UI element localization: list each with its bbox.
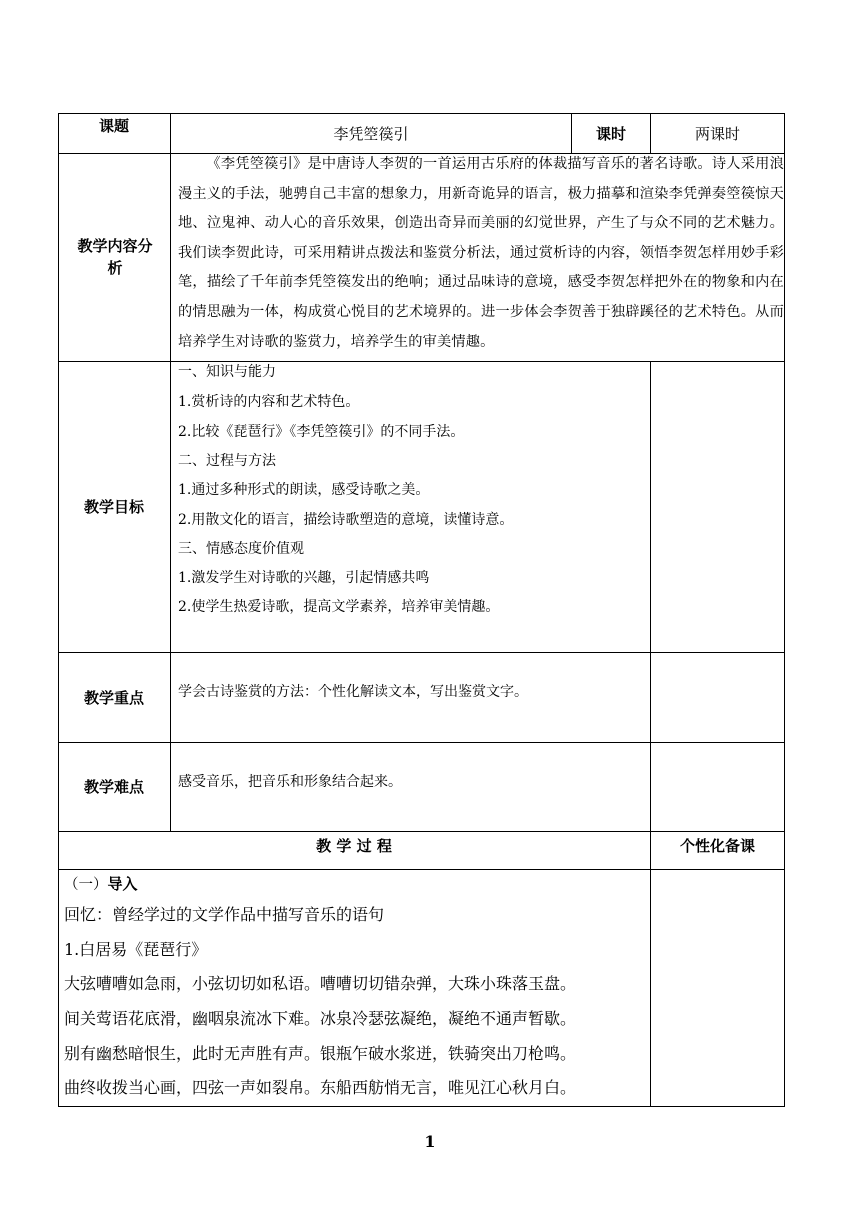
process-line: 别有幽愁暗恨生，此时无声胜有声。银瓶乍破水浆迸，铁骑突出刀枪鸣。 bbox=[64, 1044, 577, 1063]
topic-value: 李凭箜篌引 bbox=[333, 125, 409, 143]
section-heading bbox=[64, 874, 138, 895]
section-title: 导入 bbox=[107, 875, 138, 893]
objective-line: 2.比较《琵琶行》《李凭箜篌引》的不同手法。 bbox=[178, 424, 465, 440]
period-label: 课时 bbox=[595, 125, 626, 143]
personal-prep-header: 个性化备课 bbox=[679, 837, 755, 855]
objective-line: 1.激发学生对诗歌的兴趣，引起情感共鸣 bbox=[178, 570, 430, 586]
process-line: 间关莺语花底滑，幽咽泉流冰下难。冰泉冷瑟弦凝绝，凝绝不通声暂歇。 bbox=[64, 1009, 577, 1028]
process-line: 1.白居易《琵琶行》 bbox=[64, 940, 208, 959]
section-prefix: （一） bbox=[64, 877, 108, 893]
process-line: 曲终收拨当心画，四弦一声如裂帛。东船西舫悄无言，唯见江心秋月白。 bbox=[64, 1078, 577, 1097]
objective-line: 一、知识与能力 bbox=[178, 364, 276, 380]
objective-line: 1.通过多种形式的朗读，感受诗歌之美。 bbox=[178, 482, 430, 498]
period-value: 两课时 bbox=[694, 125, 740, 143]
key-points-label: 教学重点 bbox=[83, 689, 144, 707]
process-line: 大弦嘈嘈如急雨，小弦切切如私语。嘈嘈切切错杂弹，大珠小珠落玉盘。 bbox=[64, 974, 577, 993]
key-points-text: 学会古诗鉴赏的方法：个性化解读文本，写出鉴赏文字。 bbox=[178, 684, 528, 700]
objective-line: 二、过程与方法 bbox=[178, 453, 276, 469]
objectives-label: 教学目标 bbox=[83, 498, 144, 516]
difficulties-text: 感受音乐，把音乐和形象结合起来。 bbox=[178, 774, 402, 790]
content-analysis-text: 《李凭箜篌引》是中唐诗人李贺的一首运用古乐府的体裁描写音乐的著名诗歌。诗人采用浪漫主义的手法，驰骋自己丰富的想象力，用新奇诡异的语言，极力描摹和渲染李凭弹奏箜篌惊天地、泣鬼神、动人心的音乐效果，创造出奇异而美丽的幻觉世界，产生了与众不同的艺术魅力。我们读李贺此诗，可采用精讲点拨法和鉴赏分析法，通过赏析诗的内容，领悟李贺怎样用妙手彩笔，描绘了千年前李凭箜篌发出的绝响；通过品味诗的意境，感受李贺怎样把外在的物象和内在的情思融为一体，构成赏心悦目的艺术境界的。进一步体会李贺善于独辟蹊径的艺术特色。从而培养学生对诗歌的鉴赏力，培养学生的审美情趣。 bbox=[178, 156, 784, 350]
objective-line: 三、情感态度价值观 bbox=[178, 541, 304, 557]
content-analysis-label: 教学内容分析 bbox=[77, 237, 153, 277]
topic-label: 课题 bbox=[98, 117, 129, 135]
difficulties-label: 教学难点 bbox=[83, 778, 144, 796]
process-header: 教 学 过 程 bbox=[316, 837, 392, 855]
objective-line: 1.赏析诗的内容和艺术特色。 bbox=[178, 394, 360, 410]
page-number: 1 bbox=[424, 1132, 436, 1151]
objective-line: 2.使学生热爱诗歌，提高文学素养，培养审美情趣。 bbox=[178, 599, 500, 615]
process-line: 回忆：曾经学过的文学作品中描写音乐的语句 bbox=[64, 905, 385, 924]
objective-line: 2.用散文化的语言，描绘诗歌塑造的意境，读懂诗意。 bbox=[178, 512, 514, 528]
